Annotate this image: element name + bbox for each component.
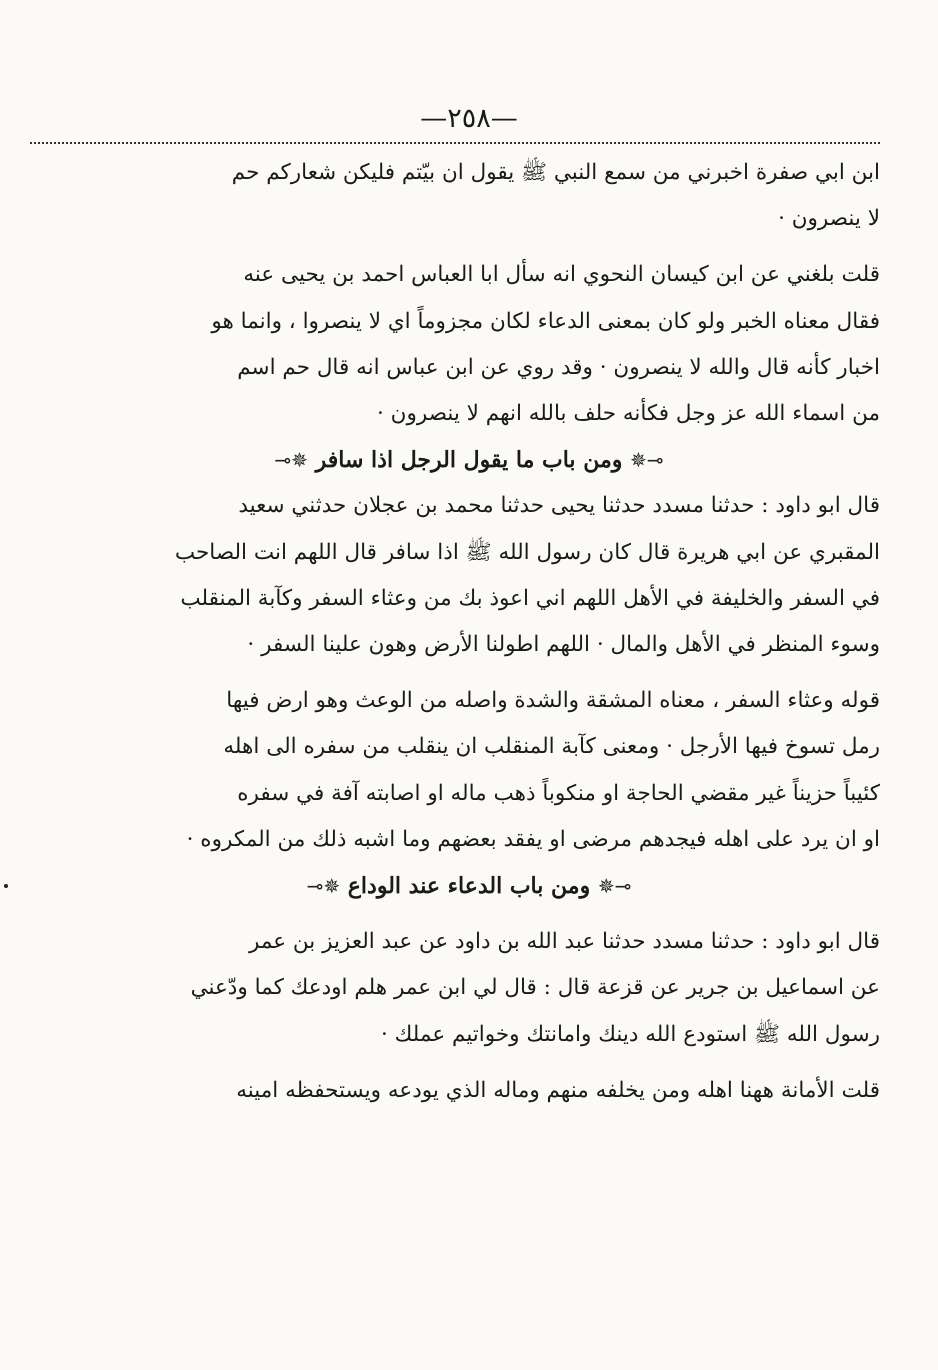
text-line: كئيباً حزيناً غير مقضي الحاجة او منكوباً ذهب ماله او اصابته آفة في سفره: [237, 780, 880, 806]
section-heading: [58, 437, 880, 483]
text-line: رسول الله ﷺ استودع الله دينك وامانتك وخواتيم عملك ·: [381, 1021, 880, 1047]
text-line: من اسماء الله عز وجل فكأنه حلف بالله انهم لا ينصرون ·: [377, 401, 880, 427]
text-line: رمل تسوخ فيها الأرجل · ومعنى كآبة المنقلب ان ينقلب من سفره الى اهله: [223, 734, 880, 760]
text-line: قلت بلغني عن ابن كيسان النحوي انه سأل ابا العباس احمد بن يحيى عنه: [243, 262, 880, 288]
text-line: قال ابو داود : حدثنا مسدد حدثنا عبد الله بن داود عن عبد العزيز بن عمر: [248, 929, 880, 955]
text-line: عن اسماعيل بن جرير عن قزعة قال : قال لي ابن عمر هلم اودعك كما ودّعني: [190, 975, 880, 1001]
text-line: اخبار كأنه قال والله لا ينصرون · وقد روي عن ابن عباس انه قال حم اسم: [237, 354, 880, 380]
text-line: قال ابو داود : حدثنا مسدد حدثنا يحيى حدثنا محمد بن عجلان حدثني سعيد: [238, 493, 880, 519]
ornament-icon: ✵⊸: [274, 448, 308, 473]
text-line: قوله وعثاء السفر ، معناه المشقة والشدة واصله من الوعث وهو ارض فيها: [226, 688, 880, 714]
header-divider: [30, 142, 880, 144]
scan-mark: [4, 884, 8, 888]
text-line: او ان يرد على اهله فيجدهم مرضى او يفقد بعضهم وما اشبه ذلك من المكروه ·: [186, 826, 880, 852]
ornament-icon: ⊸✵: [597, 874, 632, 899]
text-line: المقبري عن ابي هريرة قال كان رسول الله ﷺ اذا سافر قال اللهم انت الصاحب: [174, 539, 880, 565]
ornament-icon: ⊸✵: [630, 448, 664, 473]
section-heading-title: ومن باب الدعاء عند الوداع: [347, 873, 591, 900]
section-heading-title: ومن باب ما يقول الرجل اذا سافر: [315, 447, 623, 474]
text-line: فقال معناه الخبر ولو كان بمعنى الدعاء لكان مجزوماً اي لا ينصروا ، وانما هو: [211, 308, 880, 334]
text-line: ابن ابي صفرة اخبرني من سمع النبي ﷺ يقول ان بيّتم فليكن شعاركم حم: [231, 160, 880, 185]
text-line: في السفر والخليفة في الأهل اللهم اني اعوذ بك من وعثاء السفر وكآبة المنقلب: [180, 585, 880, 611]
section-heading: [58, 863, 880, 909]
page-text: [58, 150, 880, 1114]
text-line: لا ينصرون ·: [778, 206, 880, 232]
ornament-icon: ✵⊸: [306, 874, 341, 899]
text-line: قلت الأمانة ههنا اهله ومن يخلفه منهم وماله الذي يودعه ويستحفظه امينه: [236, 1077, 880, 1103]
page-number: —٢٥٨—: [420, 103, 518, 134]
text-line: وسوء المنظر في الأهل والمال · اللهم اطولنا الأرض وهون علينا السفر ·: [247, 632, 880, 658]
